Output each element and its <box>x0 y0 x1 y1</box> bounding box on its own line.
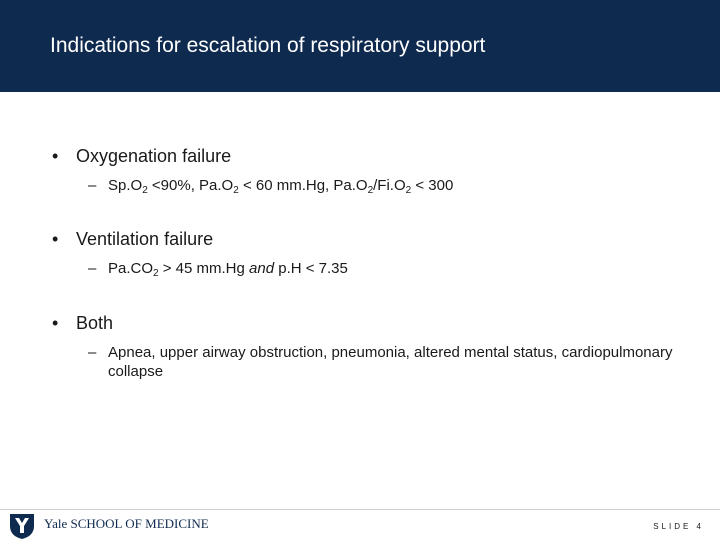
sub-bullet-text: Apnea, upper airway obstruction, pneumonia, altered mental status, cardiopulmonary collapse <box>108 344 673 380</box>
bullet-ventilation-failure <box>52 229 213 250</box>
slide-title: Indications for escalation of respiratory support <box>50 34 486 57</box>
bullet-label: Ventilation failure <box>76 229 214 249</box>
dash-marker: – <box>88 177 97 194</box>
bullet-both <box>52 313 113 334</box>
dash-marker: – <box>88 344 97 361</box>
footer-divider <box>0 509 720 510</box>
bullet-marker: • <box>52 229 59 249</box>
yale-school-of-medicine-logo-text: Yale SCHOOL OF MEDICINE <box>44 516 209 531</box>
title-bar <box>0 0 720 92</box>
sub-bullet-ventilation-criteria <box>88 259 348 278</box>
yale-shield-icon <box>8 512 36 540</box>
bullet-label: Oxygenation failure <box>76 146 232 166</box>
bullet-marker: • <box>52 146 59 166</box>
sub-bullet-both-criteria <box>88 343 688 381</box>
slide-number: SLIDE 4 <box>653 522 704 531</box>
sub-bullet-text: $Sp.O_2 <90\%$, $Pa.O_2 < 60$ mm.Hg, $Pa.O_2/Fi.O_2 < 300$ <box>108 177 454 196</box>
bullet-marker: • <box>52 313 59 333</box>
bullet-oxygenation-failure <box>52 146 231 167</box>
sub-bullet-oxygenation-criteria <box>88 176 453 195</box>
sub-bullet-text: $Pa.CO_2 > 45$ mm.Hg and p.H < 7.35 <box>108 260 348 279</box>
bullet-label: Both <box>76 313 114 333</box>
dash-marker: – <box>88 260 97 277</box>
